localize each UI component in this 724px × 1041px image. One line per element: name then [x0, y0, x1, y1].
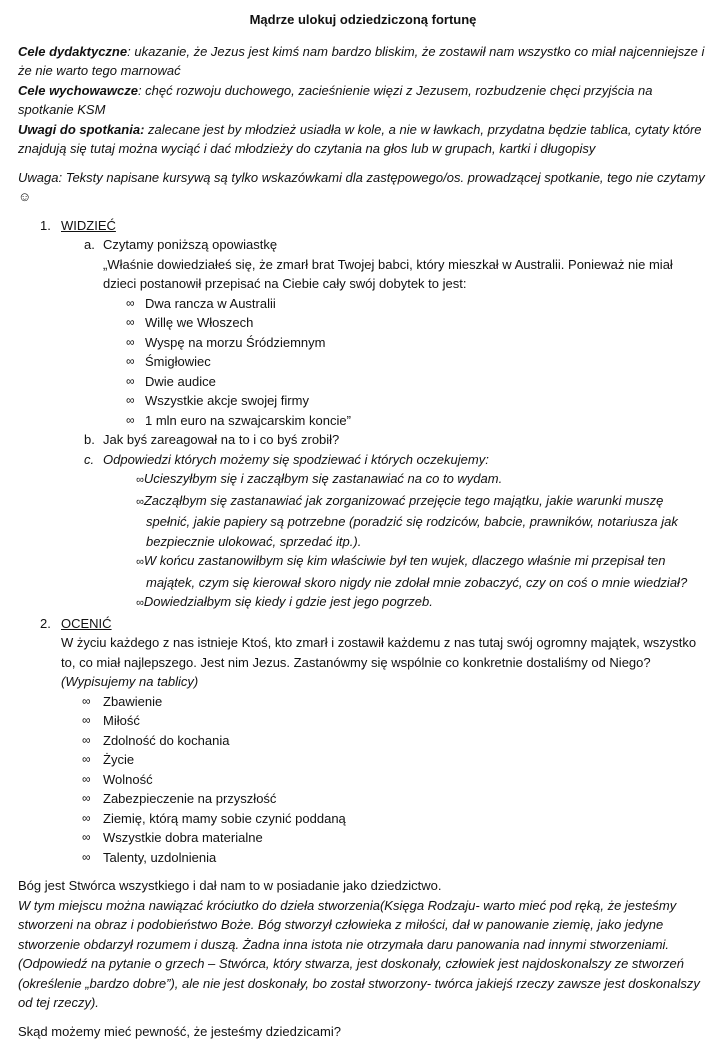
infinity-bullet-icon: ∞	[82, 828, 91, 848]
list-item	[18, 711, 708, 731]
list-item-text: Ziemię, którą mamy sobie czynić poddaną	[103, 811, 346, 826]
expected-answers-list	[18, 469, 708, 614]
list-item-text: Zacząłbym się zastanawiać jak zorganizować przejęcie tego majątku, jakie warunki muszę spełnić, jakie papiery są potrzebne (poradzić się rodziców, babcie, prawników, notariusza jak bezpiecznie ulokować, sprzedać itp.).	[144, 493, 678, 549]
italic-note	[18, 168, 708, 207]
list-item-text: Śmigłowiec	[145, 354, 211, 369]
step-text: Jak byś zareagował na to i co byś zrobił?	[103, 432, 339, 447]
list-item	[18, 411, 708, 431]
closing-statement: Bóg jest Stwórca wszystkiego i dał nam to w posiadanie jako dziedzictwo.	[18, 876, 708, 896]
list-item	[18, 469, 708, 491]
list-item-text: Dowiedziałbym się kiedy i gdzie jest jego pogrzeb.	[144, 594, 433, 609]
list-item	[18, 828, 708, 848]
list-item-text: Wszystkie akcje swojej firmy	[145, 393, 309, 408]
list-item	[18, 692, 708, 712]
list-item-text: Miłość	[103, 713, 140, 728]
section-number: 2.	[40, 614, 51, 634]
list-item	[18, 294, 708, 314]
section-judge-heading	[18, 614, 708, 634]
infinity-bullet-icon: ∞	[82, 848, 91, 868]
list-item-text: W końcu zastanowiłbym się kim właściwie był ten wujek, dlaczego właśnie mi przepisał ten majątek, czym się kierował skoro nigdy nie zdołał mnie zobaczyć, czy on coś o mnie wiedział?	[144, 553, 687, 590]
list-item-text: Ucieszyłbym się i zacząłbym się zastanawiać na co to wydam.	[144, 471, 502, 486]
list-item-text: Dwa rancza w Australii	[145, 296, 276, 311]
list-item	[18, 333, 708, 353]
list-item-text: Wyspę na morzu Śródziemnym	[145, 335, 326, 350]
infinity-bullet-icon: ∞	[82, 809, 91, 829]
list-item-text: Zabezpieczenie na przyszłość	[103, 791, 276, 806]
infinity-bullet-icon: ∞	[126, 391, 135, 411]
step-b	[18, 430, 708, 450]
section-see	[18, 216, 708, 614]
step-label: b.	[84, 430, 95, 450]
infinity-bullet-icon: ∞	[126, 352, 135, 372]
infinity-bullet-icon: ∞	[82, 750, 91, 770]
list-item-text: Zbawienie	[103, 694, 162, 709]
section-see-heading	[18, 216, 708, 236]
meeting-remarks-text: zalecane jest by młodzież usiadła w kole, a nie w ławkach, przydatna będzie tablica, cytaty które znajdują się tutaj można wyciąć i dać młodzieży do czytania na głos lub w grupach, kartki i długopisy	[18, 122, 702, 157]
list-item-text: Zdolność do kochania	[103, 733, 229, 748]
list-item	[18, 391, 708, 411]
smiley-icon: ☺	[18, 189, 31, 204]
infinity-bullet-icon: ∞	[82, 789, 91, 809]
inheritance-list	[18, 294, 708, 431]
list-item	[18, 592, 708, 614]
infinity-bullet-icon: ∞	[82, 711, 91, 731]
step-text: Czytamy poniższą opowiastkę	[103, 237, 277, 252]
step-label: a.	[84, 235, 95, 255]
document-page	[18, 10, 708, 1041]
list-item	[18, 551, 708, 592]
infinity-bullet-icon: ∞	[126, 313, 135, 333]
list-item	[18, 491, 708, 552]
list-item	[18, 352, 708, 372]
goals-block	[18, 42, 708, 159]
infinity-bullet-icon: ∞	[136, 496, 144, 508]
infinity-bullet-icon: ∞	[126, 372, 135, 392]
didactic-goals	[18, 42, 708, 81]
list-item-text: 1 mln euro na szwajcarskim koncie”	[145, 413, 351, 428]
infinity-bullet-icon: ∞	[82, 692, 91, 712]
didactic-goals-text: : ukazanie, że Jezus jest kimś nam bardzo bliskim, że zostawił nam wszystko co miał najcenniejsze i że nie warto tego marnować	[18, 44, 704, 79]
list-item	[18, 750, 708, 770]
creation-note: W tym miejscu można nawiązać króciutko do dzieła stworzenia(Księga Rodzaju- warto mieć pod ręką, że jesteśmy stworzeni na obraz i podobieństwo Boże. Bóg stworzył człowieka z miłości, dał w panowanie ziemię, jako jedyne stworzenie obdarzył rozumem i duszą. Żadna inna istota nie otrzymała daru panowania nad innymi stworzeniami. (Odpowiedź na pytanie o grzech – Stwórca, który stwarza, jest doskonały, człowiek jest najdoskonalszy ze stworzeń (określenie „bardzo dobre”), ale nie jest doskonały, bo został stworzony- twórca jakiejś rzeczy zawsze jest doskonalszy od tej rzeczy).	[18, 896, 708, 1013]
list-item-text: Dwie audice	[145, 374, 216, 389]
list-item	[18, 372, 708, 392]
list-item	[18, 731, 708, 751]
infinity-bullet-icon: ∞	[126, 333, 135, 353]
section-judge-paragraph: W życiu każdego z nas istnieje Ktoś, kto zmarł i zostawił każdemu z nas tutaj swój ogromny majątek, wszystko to, co miał najlepszego. Jest nim Jezus. Zastanówmy się wspólnie co konkretnie dostaliśmy od Niego?	[18, 633, 708, 672]
section-judge	[18, 614, 708, 868]
closing-block	[18, 876, 708, 1041]
infinity-bullet-icon: ∞	[136, 474, 144, 486]
step-text: Odpowiedzi których możemy się spodziewać i których oczekujemy:	[103, 452, 489, 467]
document-title: Mądrze ulokuj odziedziczoną fortunę	[18, 10, 708, 30]
list-item	[18, 313, 708, 333]
infinity-bullet-icon: ∞	[136, 556, 144, 568]
educational-goals-label: Cele wychowawcze	[18, 83, 138, 98]
list-item-text: Życie	[103, 752, 134, 767]
step-a	[18, 235, 708, 255]
board-note: (Wypisujemy na tablicy)	[18, 672, 708, 692]
section-title: WIDZIEĆ	[61, 218, 116, 233]
list-item-text: Talenty, uzdolnienia	[103, 850, 216, 865]
infinity-bullet-icon: ∞	[82, 731, 91, 751]
infinity-bullet-icon: ∞	[126, 294, 135, 314]
section-title: OCENIĆ	[61, 616, 112, 631]
gifts-list	[18, 692, 708, 868]
infinity-bullet-icon: ∞	[126, 411, 135, 431]
closing-question: Skąd możemy mieć pewność, że jesteśmy dziedzicami?	[18, 1022, 708, 1041]
story-quote: „Właśnie dowiedziałeś się, że zmarł brat Twojej babci, który mieszkał w Australii. Ponieważ nie miał dzieci postanowił przepisać na Ciebie cały swój dobytek to jest:	[18, 255, 708, 294]
educational-goals	[18, 81, 708, 120]
italic-note-text: Uwaga: Teksty napisane kursywą są tylko wskazówkami dla zastępowego/os. prowadzącej spotkanie, tego nie czytamy	[18, 170, 705, 185]
list-item	[18, 770, 708, 790]
infinity-bullet-icon: ∞	[136, 597, 144, 609]
list-item-text: Wolność	[103, 772, 153, 787]
list-item	[18, 848, 708, 868]
meeting-remarks	[18, 120, 708, 159]
list-item	[18, 789, 708, 809]
infinity-bullet-icon: ∞	[82, 770, 91, 790]
section-number: 1.	[40, 216, 51, 236]
meeting-remarks-label: Uwagi do spotkania:	[18, 122, 144, 137]
list-item	[18, 809, 708, 829]
didactic-goals-label: Cele dydaktyczne	[18, 44, 127, 59]
step-label: c.	[84, 450, 94, 470]
list-item-text: Wszystkie dobra materialne	[103, 830, 263, 845]
educational-goals-text: : chęć rozwoju duchowego, zacieśnienie więzi z Jezusem, rozbudzenie chęci przyjścia na spotkanie KSM	[18, 83, 652, 118]
step-c	[18, 450, 708, 470]
list-item-text: Willę we Włoszech	[145, 315, 253, 330]
